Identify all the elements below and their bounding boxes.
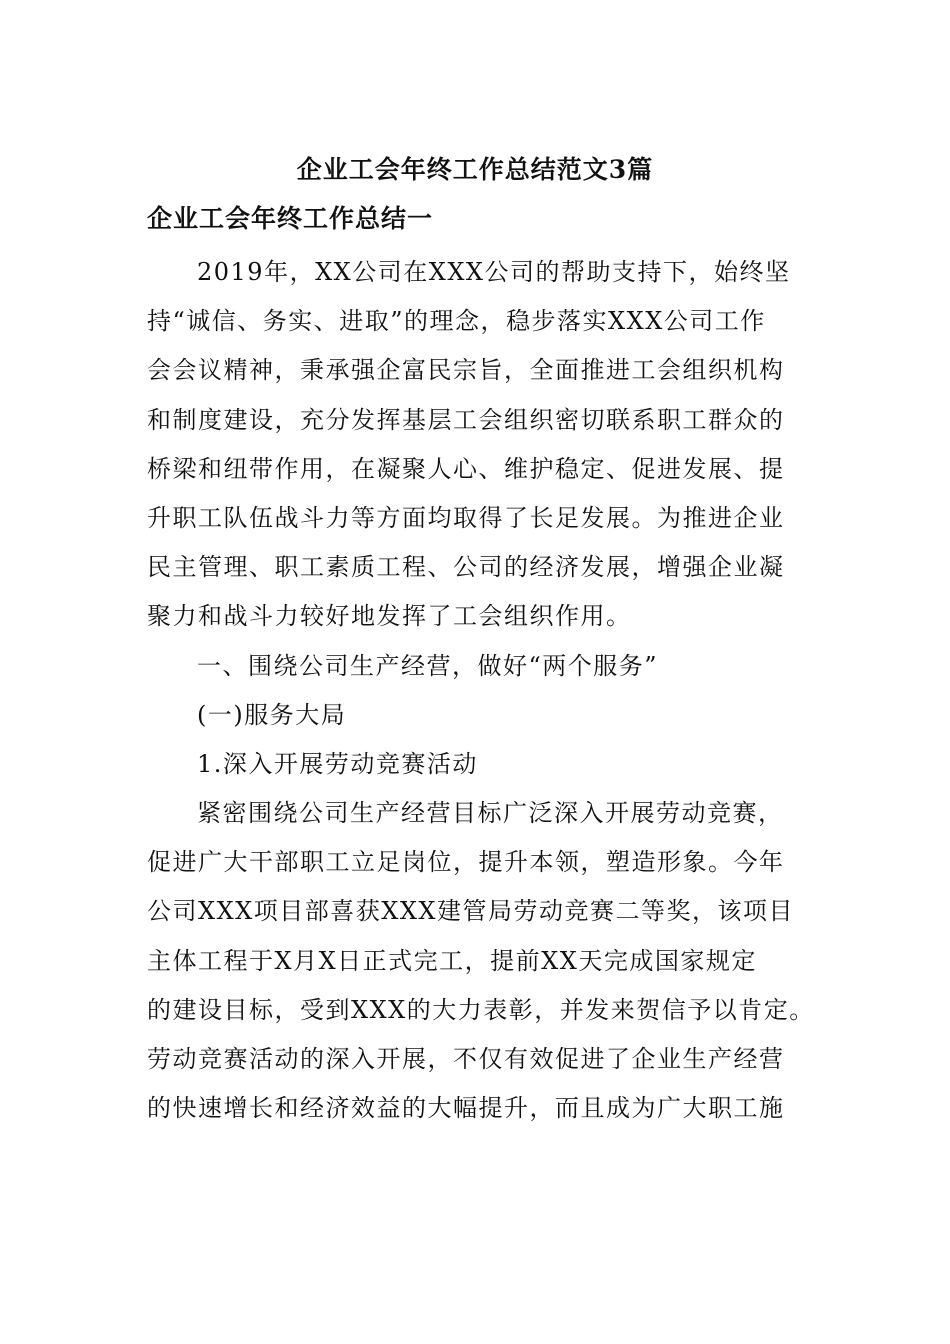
subheading-line: (一)服务大局 <box>197 700 347 729</box>
paragraph-line: 民主管理、职工素质工程、公司的经济发展，增强企业凝 <box>147 553 785 582</box>
paragraph-line: 会会议精神，秉承强企富民宗旨，全面推进工会组织机构 <box>147 356 785 385</box>
paragraph-line: 持“诚信、务实、进取”的理念，稳步落实XXX公司工作 <box>147 307 766 336</box>
paragraph-line: 的快速增长和经济效益的大幅提升，而且成为广大职工施 <box>147 1094 785 1123</box>
paragraph-line: 主体工程于X月X日正式完工，提前XX天完成国家规定 <box>147 946 757 975</box>
paragraph-line: 促进广大干部职工立足岗位，提升本领，塑造形象。今年 <box>147 848 785 877</box>
paragraph-line: 紧密围绕公司生产经营目标广泛深入开展劳动竞赛， <box>197 799 784 828</box>
paragraph-line: 2019年，XX公司在XXX公司的帮助支持下，始终坚 <box>197 258 791 286</box>
subheading-line: 一、围绕公司生产经营，做好“两个服务” <box>197 651 659 680</box>
paragraph-line: 聚力和战斗力较好地发挥了工会组织作用。 <box>147 602 632 631</box>
subheading-line: 1.深入开展劳动竞赛活动 <box>197 749 478 778</box>
paragraph-line: 和制度建设，充分发挥基层工会组织密切联系职工群众的 <box>147 405 785 434</box>
document-title: 企业工会年终工作总结范文3篇 <box>296 155 654 184</box>
paragraph-line: 的建设目标，受到XXX的大力表彰，并发来贺信予以肯定。 <box>147 995 815 1024</box>
document-body <box>147 248 815 1133</box>
paragraph-line: 桥梁和纽带作用，在凝聚人心、维护稳定、促进发展、提 <box>147 454 785 483</box>
paragraph-line: 升职工队伍战斗力等方面均取得了长足发展。为推进企业 <box>147 503 785 532</box>
paragraph-line: 劳动竞赛活动的深入开展，不仅有效促进了企业生产经营 <box>147 1045 785 1073</box>
section-heading: 企业工会年终工作总结一 <box>147 204 434 233</box>
paragraph-line: 公司XXX项目部喜获XXX建管局劳动竞赛二等奖，该项目 <box>147 897 795 926</box>
